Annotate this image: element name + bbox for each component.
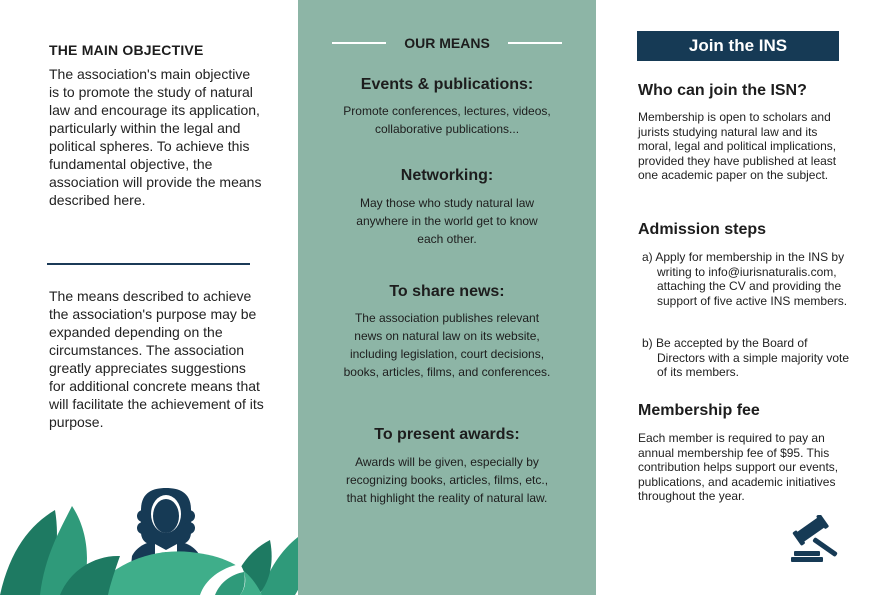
divider <box>47 263 250 265</box>
means-item-text: Awards will be given, especially by recognizing books, articles, films, etc., that highlight the reality of natural law. <box>345 455 549 505</box>
means-title-row <box>298 35 596 51</box>
means-item-text: Promote conferences, lectures, videos, collaborative publications... <box>343 104 551 136</box>
steps-heading: Admission steps <box>638 221 767 238</box>
main-objective-heading: THE MAIN OBJECTIVE <box>49 42 204 58</box>
title-rule-left <box>332 42 386 44</box>
join-banner: Join the INS <box>637 31 839 61</box>
means-item-title: Networking: <box>400 167 494 184</box>
main-objective-text: The association's main objective is to promote the study of natural law and encourage its application, particularly within the legal and political spheres. To achieve this fundamental objective, the association will provide the means described here. <box>49 66 262 208</box>
title-rule-right <box>508 42 562 44</box>
means-item-title: To share news: <box>389 283 505 300</box>
means-item-text: The association publishes relevant news on natural law on its website, including legislation, court decisions, books, articles, films, and conferences. <box>343 311 551 379</box>
who-text: Membership is open to scholars and jurists studying natural law and its moral, legal and political implications, provided they have published at least one academic paper on the subject. <box>638 110 837 182</box>
admission-step: a) Apply for membership in the INS by writing to info@iurisnaturalis.com, attaching the CV and providing the support of five active INS members. <box>642 250 848 308</box>
means-expansion-text: The means described to achieve the association's purpose may be expanded depending on the circumstances. The association greatly appreciates suggestions for additional concrete means that will facilitate the achievement of its purpose. <box>49 288 264 430</box>
fee-heading: Membership fee <box>638 402 760 419</box>
means-item-title: To present awards: <box>374 426 520 443</box>
join-panel <box>596 0 887 595</box>
means-title: OUR MEANS <box>404 35 490 51</box>
means-item-text: May those who study natural law anywhere in the world get to know each other. <box>356 196 538 246</box>
fee-text: Each member is required to pay an annual membership fee of $95. This contribution helps support our events, publications, and academic initiatives throughout the year. <box>638 431 839 503</box>
admission-step: b) Be accepted by the Board of Directors with a simple majority vote of its members. <box>642 336 850 379</box>
gavel-icon <box>791 515 843 563</box>
who-heading: Who can join the ISN? <box>638 82 807 99</box>
left-panel <box>0 0 298 595</box>
means-panel <box>298 0 596 595</box>
means-item-title: Events & publications: <box>360 76 534 93</box>
judge-illustration <box>0 470 298 595</box>
